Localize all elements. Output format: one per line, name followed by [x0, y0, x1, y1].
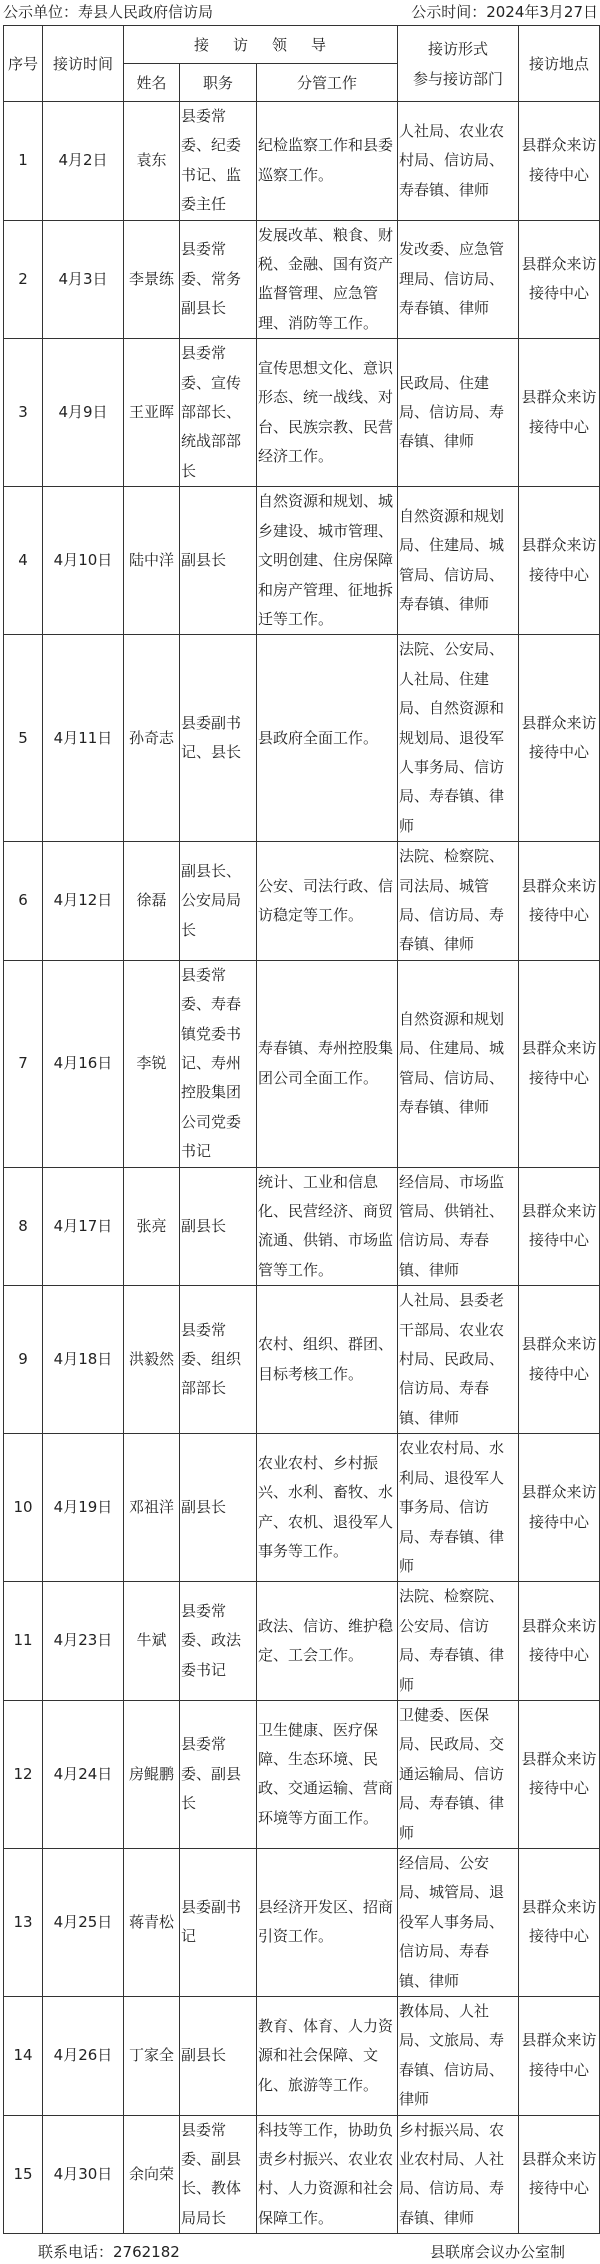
reception-place: 县群众来访接待中心 — [519, 842, 600, 961]
header-time: 接访时间 — [43, 26, 124, 102]
row-date: 4月26日 — [43, 1997, 124, 2116]
leader-duty: 教育、体育、人力资源和社会保障、文化、旅游等工作。 — [257, 1997, 398, 2116]
reception-place: 县群众来访接待中心 — [519, 487, 600, 635]
leader-duty: 宣传思想文化、意识形态、统一战线、对台、民族宗教、民营经济工作。 — [257, 339, 398, 487]
row-index: 9 — [4, 1286, 43, 1434]
row-index: 14 — [4, 1997, 43, 2116]
row-index: 4 — [4, 487, 43, 635]
header-position: 职务 — [180, 64, 257, 102]
table-row — [4, 1286, 600, 1434]
reception-place: 县群众来访接待中心 — [519, 1434, 600, 1582]
leader-position: 县委常委、组织部部长 — [180, 1286, 257, 1434]
table-row — [4, 1434, 600, 1582]
publishing-unit: 公示单位：寿县人民政府信访局 — [3, 3, 214, 21]
reception-place: 县群众来访接待中心 — [519, 1286, 600, 1434]
reception-place: 县群众来访接待中心 — [519, 1582, 600, 1701]
row-index: 6 — [4, 842, 43, 961]
notice-header — [3, 0, 598, 24]
row-date: 4月18日 — [43, 1286, 124, 1434]
leader-position: 副县长 — [180, 1434, 257, 1582]
header-form-line1: 接访形式 — [427, 39, 488, 58]
header-duty: 分管工作 — [257, 64, 398, 102]
row-date: 4月30日 — [43, 2115, 124, 2234]
leader-position: 县委常委、政法委书记 — [180, 1582, 257, 1701]
leader-position: 副县长 — [180, 1997, 257, 2116]
row-date: 4月24日 — [43, 1700, 124, 1848]
publish-date: 公示时间：2024年3月27日 — [411, 3, 598, 21]
leader-name: 李景练 — [124, 220, 180, 339]
reception-place: 县群众来访接待中心 — [519, 1997, 600, 2116]
row-date: 4月16日 — [43, 960, 124, 1167]
header-name: 姓名 — [124, 64, 180, 102]
participating-departments: 卫健委、医保局、民政局、交通运输局、信访局、寿春镇、律师 — [398, 1700, 519, 1848]
row-date: 4月25日 — [43, 1848, 124, 1996]
leader-position: 县委常委、纪委书记、监委主任 — [180, 102, 257, 221]
reception-place: 县群众来访接待中心 — [519, 1167, 600, 1286]
table-row — [4, 960, 600, 1167]
leader-name: 袁东 — [124, 102, 180, 221]
header-leader-group: 接访领导 — [124, 26, 398, 64]
row-index: 10 — [4, 1434, 43, 1582]
row-index: 5 — [4, 635, 43, 842]
leader-duty: 公安、司法行政、信访稳定等工作。 — [257, 842, 398, 961]
leader-position: 副县长 — [180, 1167, 257, 1286]
leader-name: 陆中洋 — [124, 487, 180, 635]
leader-position: 县委常委、常务副县长 — [180, 220, 257, 339]
reception-place: 县群众来访接待中心 — [519, 1848, 600, 1996]
leader-name: 邓祖洋 — [124, 1434, 180, 1582]
leader-name: 牛斌 — [124, 1582, 180, 1701]
table-row — [4, 487, 600, 635]
table-row — [4, 1848, 600, 1996]
participating-departments: 自然资源和规划局、住建局、城管局、信访局、寿春镇、律师 — [398, 960, 519, 1167]
leader-duty: 政法、信访、维护稳定、工会工作。 — [257, 1582, 398, 1701]
participating-departments: 人社局、县委老干部局、农业农村局、民政局、信访局、寿春镇、律师 — [398, 1286, 519, 1434]
row-index: 13 — [4, 1848, 43, 1996]
table-row — [4, 842, 600, 961]
row-date: 4月11日 — [43, 635, 124, 842]
participating-departments: 人社局、农业农村局、信访局、寿春镇、律师 — [398, 102, 519, 221]
table-row — [4, 339, 600, 487]
participating-departments: 教体局、人社局、文旅局、寿春镇、信访局、律师 — [398, 1997, 519, 2116]
leader-name: 王亚晖 — [124, 339, 180, 487]
participating-departments: 发改委、应急管理局、信访局、寿春镇、律师 — [398, 220, 519, 339]
participating-departments: 法院、检察院、公安局、信访局、寿春镇、律师 — [398, 1582, 519, 1701]
leader-name: 丁家全 — [124, 1997, 180, 2116]
reception-schedule-table — [3, 25, 600, 2234]
notice-footer — [0, 2240, 600, 2264]
leader-name: 房鲲鹏 — [124, 1700, 180, 1848]
row-index: 2 — [4, 220, 43, 339]
row-index: 7 — [4, 960, 43, 1167]
participating-departments: 自然资源和规划局、住建局、城管局、信访局、寿春镇、律师 — [398, 487, 519, 635]
header-form-line2: 参与接访部门 — [412, 69, 503, 88]
header-form — [398, 26, 519, 102]
reception-place: 县群众来访接待中心 — [519, 635, 600, 842]
row-date: 4月19日 — [43, 1434, 124, 1582]
leader-position: 副县长、公安局局长 — [180, 842, 257, 961]
table-row — [4, 635, 600, 842]
leader-position: 县委副书记、县长 — [180, 635, 257, 842]
leader-duty: 发展改革、粮食、财税、金融、国有资产监督管理、应急管理、消防等工作。 — [257, 220, 398, 339]
leader-name: 孙奇志 — [124, 635, 180, 842]
leader-name: 蒋青松 — [124, 1848, 180, 1996]
participating-departments: 乡村振兴局、农业农村局、人社局、信访局、寿春镇、律师 — [398, 2115, 519, 2234]
table-row — [4, 1997, 600, 2116]
reception-place: 县群众来访接待中心 — [519, 960, 600, 1167]
reception-place: 县群众来访接待中心 — [519, 220, 600, 339]
leader-name: 余向荣 — [124, 2115, 180, 2234]
participating-departments: 经信局、市场监管局、供销社、信访局、寿春镇、律师 — [398, 1167, 519, 1286]
row-index: 8 — [4, 1167, 43, 1286]
leader-duty: 寿春镇、寿州控股集团公司全面工作。 — [257, 960, 398, 1167]
reception-place: 县群众来访接待中心 — [519, 1700, 600, 1848]
header-row — [4, 26, 600, 64]
row-date: 4月10日 — [43, 487, 124, 635]
leader-position: 县委常委、宣传部部长、统战部部长 — [180, 339, 257, 487]
header-index: 序号 — [4, 26, 43, 102]
issuer: 县联席会议办公室制 — [430, 2243, 566, 2262]
table-body — [4, 102, 600, 2234]
row-index: 15 — [4, 2115, 43, 2234]
leader-position: 县委常委、副县长、教体局局长 — [180, 2115, 257, 2234]
row-date: 4月9日 — [43, 339, 124, 487]
row-date: 4月17日 — [43, 1167, 124, 1286]
leader-duty: 县政府全面工作。 — [257, 635, 398, 842]
row-index: 3 — [4, 339, 43, 487]
leader-duty: 农业农村、乡村振兴、水利、畜牧、水产、农机、退役军人事务等工作。 — [257, 1434, 398, 1582]
table-row — [4, 220, 600, 339]
leader-duty: 县经济开发区、招商引资工作。 — [257, 1848, 398, 1996]
leader-duty: 纪检监察工作和县委巡察工作。 — [257, 102, 398, 221]
row-index: 12 — [4, 1700, 43, 1848]
reception-place: 县群众来访接待中心 — [519, 339, 600, 487]
header-place: 接访地点 — [519, 26, 600, 102]
row-date: 4月23日 — [43, 1582, 124, 1701]
row-date: 4月2日 — [43, 102, 124, 221]
leader-position: 县委常委、副县长 — [180, 1700, 257, 1848]
leader-name: 洪毅然 — [124, 1286, 180, 1434]
table-row — [4, 1582, 600, 1701]
leader-position: 副县长 — [180, 487, 257, 635]
leader-duty: 卫生健康、医疗保障、生态环境、民政、交通运输、营商环境等方面工作。 — [257, 1700, 398, 1848]
table-row — [4, 2115, 600, 2234]
participating-departments: 农业农村局、水利局、退役军人事务局、信访局、寿春镇、律师 — [398, 1434, 519, 1582]
participating-departments: 法院、公安局、人社局、住建局、自然资源和规划局、退役军人事务局、信访局、寿春镇、律师 — [398, 635, 519, 842]
participating-departments: 经信局、公安局、城管局、退役军人事务局、信访局、寿春镇、律师 — [398, 1848, 519, 1996]
participating-departments: 法院、检察院、司法局、城管局、信访局、寿春镇、律师 — [398, 842, 519, 961]
leader-position: 县委副书记 — [180, 1848, 257, 1996]
reception-place: 县群众来访接待中心 — [519, 2115, 600, 2234]
leader-position: 县委常委、寿春镇党委书记、寿州控股集团公司党委书记 — [180, 960, 257, 1167]
contact-phone: 联系电话：2762182 — [38, 2243, 180, 2262]
row-date: 4月3日 — [43, 220, 124, 339]
leader-name: 李锐 — [124, 960, 180, 1167]
leader-duty: 统计、工业和信息化、民营经济、商贸流通、供销、市场监管等工作。 — [257, 1167, 398, 1286]
row-index: 1 — [4, 102, 43, 221]
leader-duty: 农村、组织、群团、目标考核工作。 — [257, 1286, 398, 1434]
table-row — [4, 1167, 600, 1286]
leader-name: 张亮 — [124, 1167, 180, 1286]
leader-duty: 自然资源和规划、城乡建设、城市管理、文明创建、住房保障和房产管理、征地拆迁等工作。 — [257, 487, 398, 635]
table-row — [4, 1700, 600, 1848]
leader-name: 徐磊 — [124, 842, 180, 961]
row-index: 11 — [4, 1582, 43, 1701]
participating-departments: 民政局、住建局、信访局、寿春镇、律师 — [398, 339, 519, 487]
table-row — [4, 102, 600, 221]
row-date: 4月12日 — [43, 842, 124, 961]
reception-place: 县群众来访接待中心 — [519, 102, 600, 221]
leader-duty: 科技等工作，协助负责乡村振兴、农业农村、人力资源和社会保障工作。 — [257, 2115, 398, 2234]
